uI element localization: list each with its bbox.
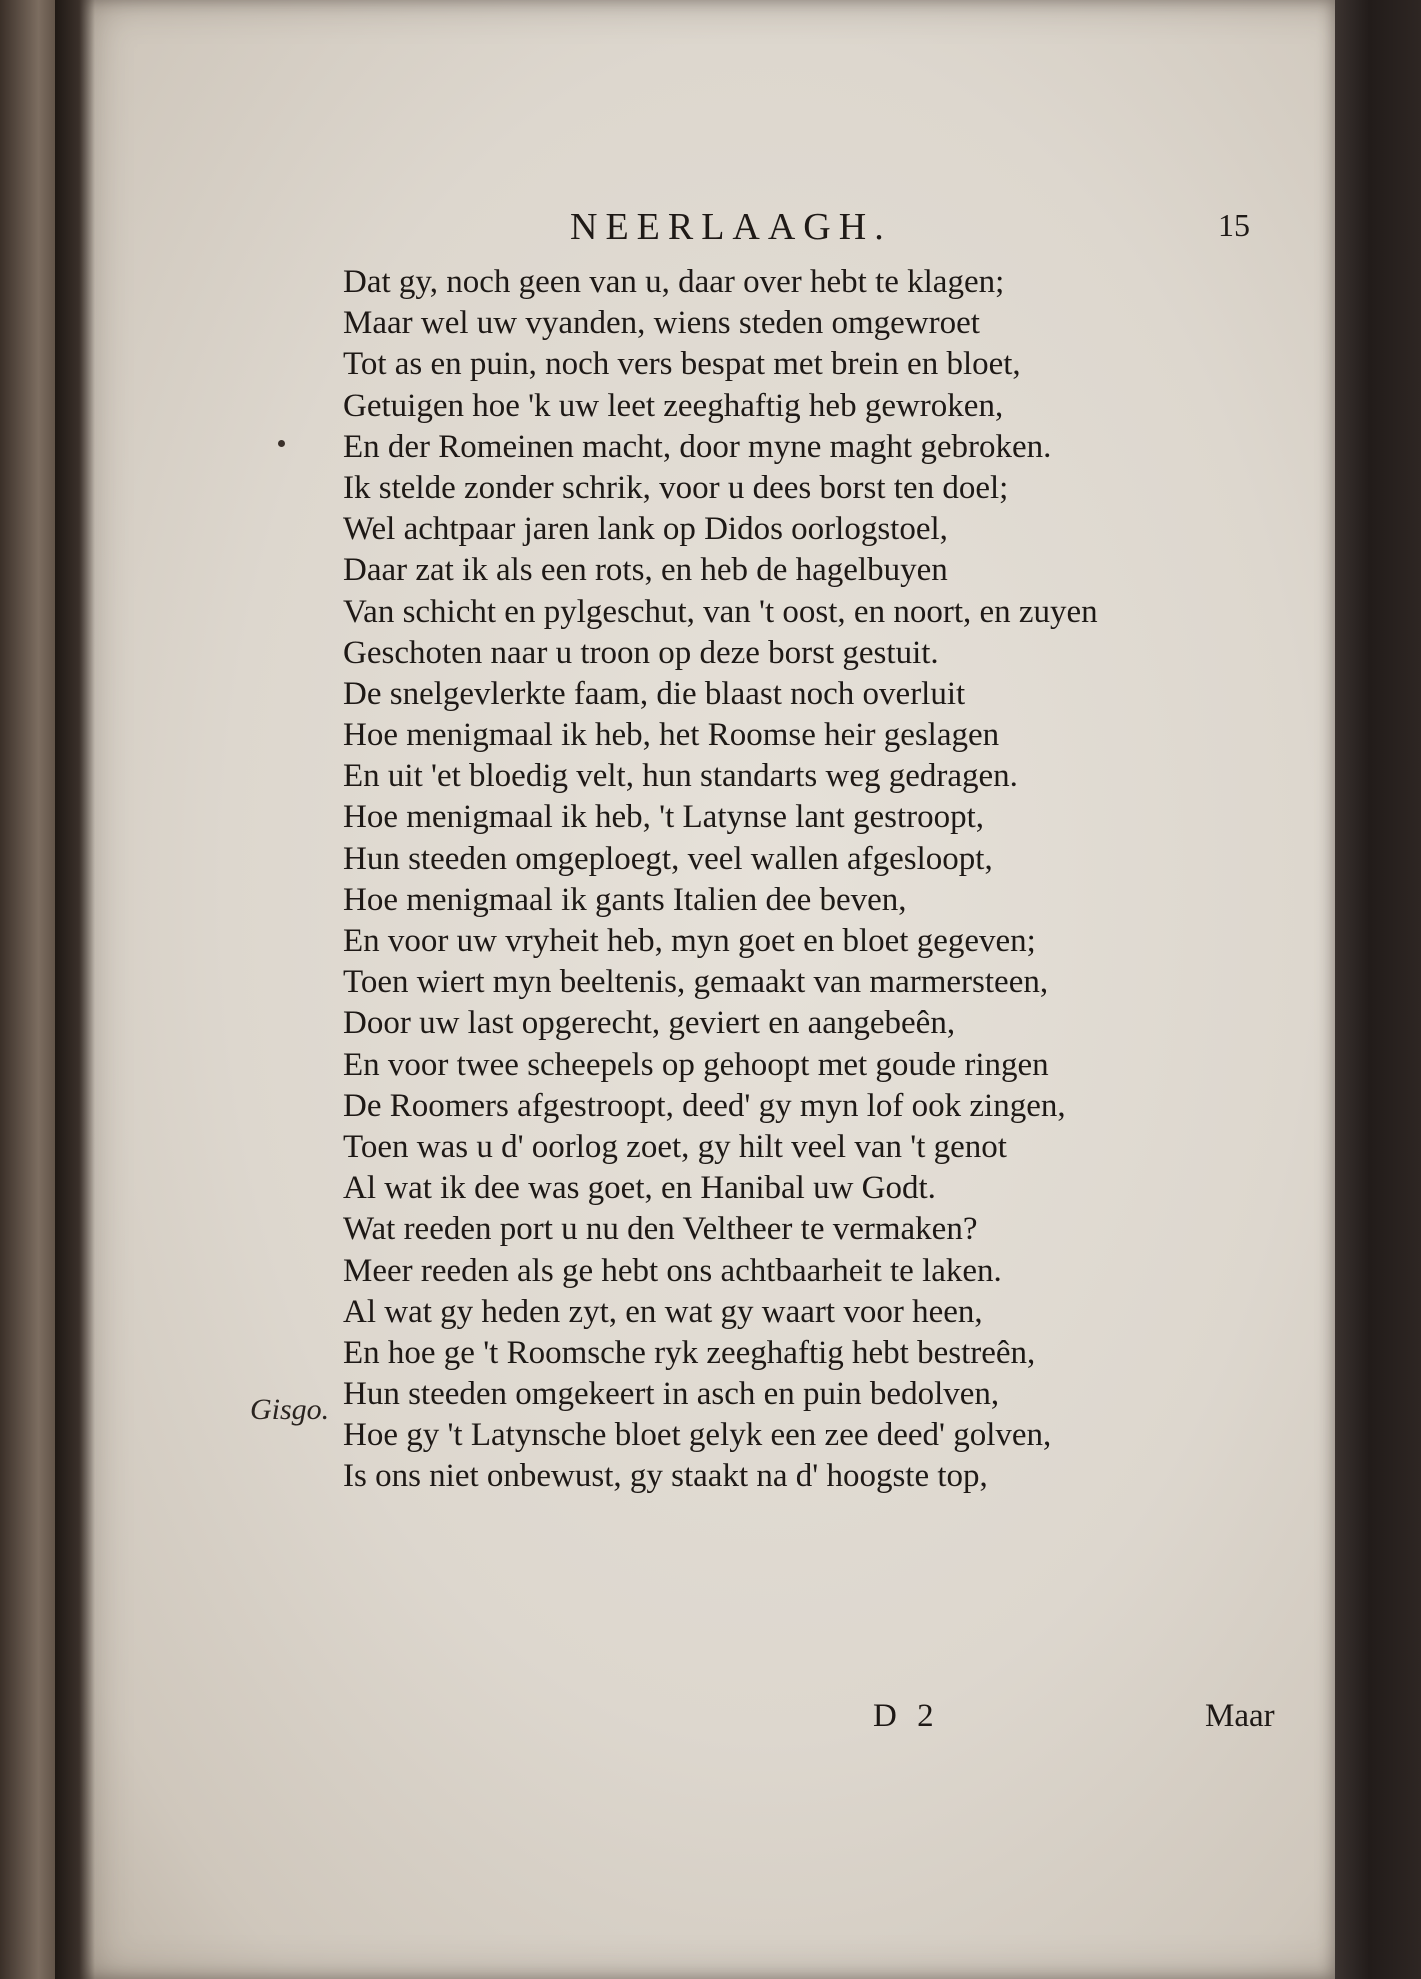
signature-mark: D 2 <box>873 1698 940 1734</box>
poem-line: Wat reeden port u nu den Veltheer te vermaken? <box>343 1211 978 1248</box>
poem-line: Hoe menigmaal ik heb, het Roomse heir geslagen <box>343 717 1000 754</box>
poem-line: Wel achtpaar jaren lank op Didos oorlogstoel, <box>343 511 948 548</box>
poem-line: Van schicht en pylgeschut, van 't oost, en noort, en zuyen <box>343 593 1098 630</box>
poem-text <box>343 262 1323 1498</box>
poem-line: Toen was u d' oorlog zoet, gy hilt veel van 't genot <box>343 1128 1007 1165</box>
poem-line: Al wat ik dee was goet, en Hanibal uw Godt. <box>343 1170 936 1207</box>
poem-line: En der Romeinen macht, door myne maght gebroken. <box>343 428 1052 465</box>
poem-line: Daar zat ik als een rots, en heb de hagelbuyen <box>343 552 948 589</box>
book-cover-edge <box>1335 0 1421 1979</box>
poem-line: Tot as en puin, noch vers bespat met brein en bloet, <box>343 346 1021 383</box>
catchword: Maar <box>1205 1698 1275 1734</box>
page-number: 15 <box>1218 207 1250 243</box>
poem-line: Al wat gy heden zyt, en wat gy waart voor heen, <box>343 1293 983 1330</box>
poem-line: Hoe gy 't Latynsche bloet gelyk een zee deed' golven, <box>343 1417 1052 1454</box>
poem-line: Meer reeden als ge hebt ons achtbaarheit te laken. <box>343 1252 1002 1289</box>
poem-line: En hoe ge 't Roomsche ryk zeeghaftig hebt bestreên, <box>343 1334 1036 1371</box>
poem-line: Dat gy, noch geen van u, daar over hebt te klagen; <box>343 264 1005 300</box>
poem-line: Hun steeden omgeploegt, veel wallen afgesloopt, <box>343 840 993 877</box>
gutter-shadow <box>55 0 95 1979</box>
poem-line: En uit 'et bloedig velt, hun standarts weg gedragen. <box>343 758 1018 795</box>
poem-line: En voor twee scheepels op gehoopt met goude ringen <box>343 1046 1049 1083</box>
page-header <box>570 205 1250 255</box>
speaker-name: Gisgo. <box>250 1393 330 1426</box>
poem-line: En voor uw vryheit heb, myn goet en bloet gegeven; <box>343 923 1036 959</box>
ink-speck <box>278 440 285 447</box>
poem-line: De Roomers afgestroopt, deed' gy myn lof ook zingen, <box>343 1087 1066 1124</box>
poem-line: Door uw last opgerecht, geviert en aangebeên, <box>343 1005 956 1042</box>
poem-line: Is ons niet onbewust, gy staakt na d' hoogste top, <box>343 1458 988 1495</box>
poem-line: Hoe menigmaal ik heb, 't Latynse lant gestroopt, <box>343 799 985 836</box>
poem-line: Geschoten naar u troon op deze borst gestuit. <box>343 634 939 671</box>
poem-line: Maar wel uw vyanden, wiens steden omgewroet <box>343 305 980 342</box>
book-page <box>70 0 1338 1979</box>
poem-line: Ik stelde zonder schrik, voor u dees borst ten doel; <box>343 469 1009 506</box>
poem-line: Toen wiert myn beeltenis, gemaakt van marmersteen, <box>343 964 1049 1001</box>
poem-line: Hun steeden omgekeert in asch en puin bedolven, <box>343 1376 1000 1413</box>
poem-line: Getuigen hoe 'k uw leet zeeghaftig heb gewroken, <box>343 387 1004 424</box>
poem-line: Hoe menigmaal ik gants Italien dee beven, <box>343 881 907 918</box>
poem-line: De snelgevlerkte faam, die blaast noch overluit <box>343 675 966 712</box>
running-title: NEERLAAGH. <box>570 206 892 248</box>
